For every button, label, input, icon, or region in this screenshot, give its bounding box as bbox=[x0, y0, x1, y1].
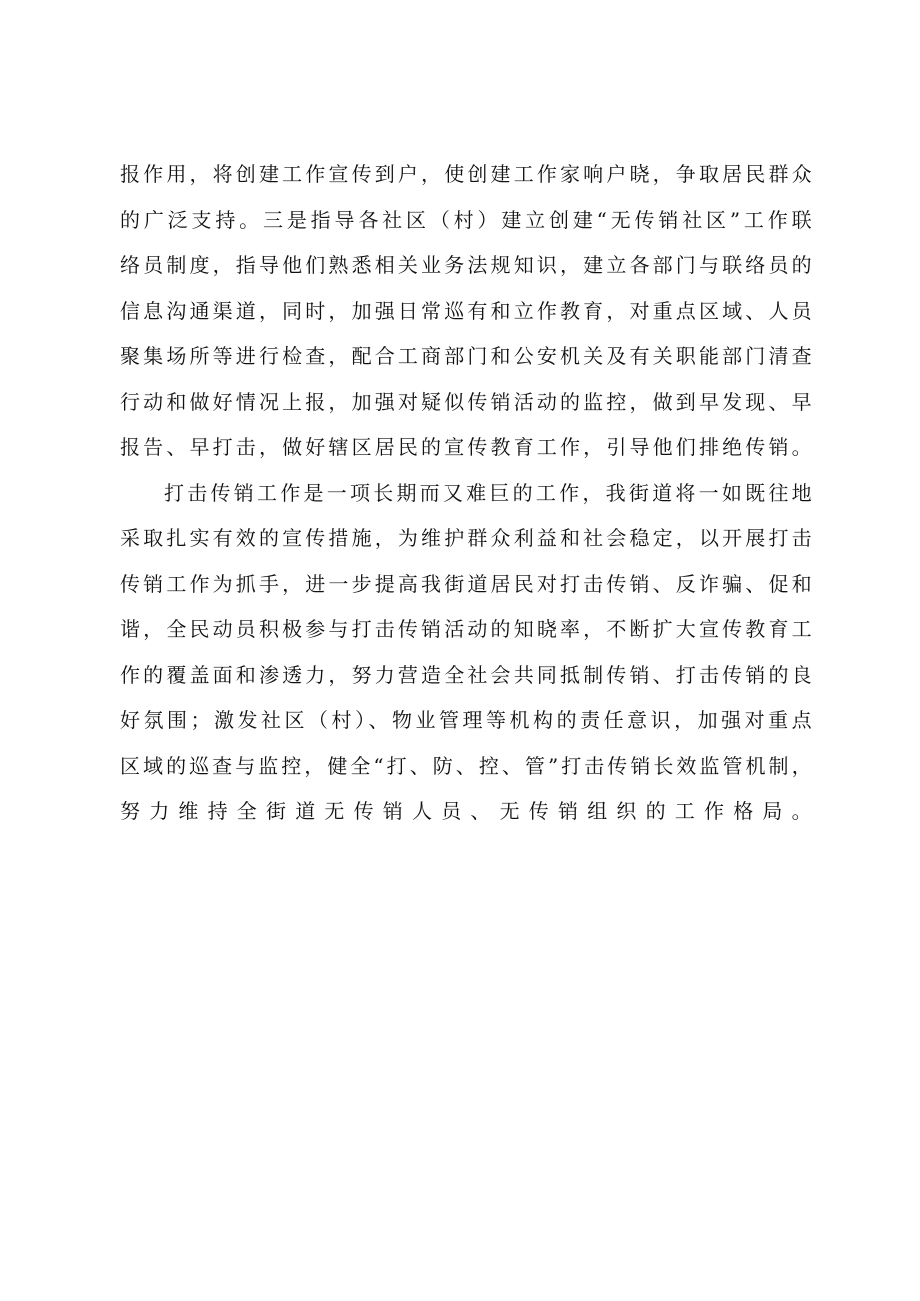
text-line: 努力维持全街道无传销人员、无传销组织的工作格局。 bbox=[120, 799, 814, 823]
text-line: 信息沟通渠道，同时，加强日常巡有和立作教育，对重点区域、人员 bbox=[120, 298, 814, 323]
text-line: 区域的巡查与监控，健全“打、防、控、管”打击传销长效监管机制， bbox=[120, 753, 814, 778]
paragraph-1 bbox=[120, 152, 814, 471]
text-line: 聚集场所等进行检查，配合工商部门和公安机关及有关职能部门清查 bbox=[120, 344, 814, 368]
document-body bbox=[120, 152, 814, 880]
text-line: 的广泛支持。三是指导各社区（村）建立创建“无传销社区”工作联 bbox=[120, 207, 814, 232]
text-line: 谐，全民动员积极参与打击传销活动的知晓率，不断扩大宣传教育工 bbox=[120, 617, 814, 641]
text-line: 作的覆盖面和渗透力，努力营造全社会共同抵制传销、打击传销的良 bbox=[120, 662, 814, 687]
text-line: 行动和做好情况上报，加强对疑似传销活动的监控，做到早发现、早 bbox=[120, 389, 814, 414]
text-line: 好氛围；激发社区（村）、物业管理等机构的责任意识，加强对重点 bbox=[120, 708, 814, 732]
text-line: 络员制度，指导他们熟悉相关业务法规知识，建立各部门与联络员的 bbox=[120, 253, 814, 277]
text-line: 传销工作为抓手，进一步提高我街道居民对打击传销、反诈骗、促和 bbox=[120, 571, 814, 596]
text-line: 打击传销工作是一项长期而又难巨的工作，我街道将一如既往地 bbox=[164, 480, 814, 505]
text-line: 报作用，将创建工作宣传到户，使创建工作家响户晓，争取居民群众 bbox=[120, 162, 814, 186]
text-line: 报告、早打击，做好辖区居民的宣传教育工作，引导他们排绝传销。 bbox=[120, 435, 814, 459]
paragraph-2 bbox=[120, 471, 814, 881]
text-line bbox=[120, 835, 814, 881]
text-line: 采取扎实有效的宣传措施，为维护群众利益和社会稳定，以开展打击 bbox=[120, 526, 814, 550]
